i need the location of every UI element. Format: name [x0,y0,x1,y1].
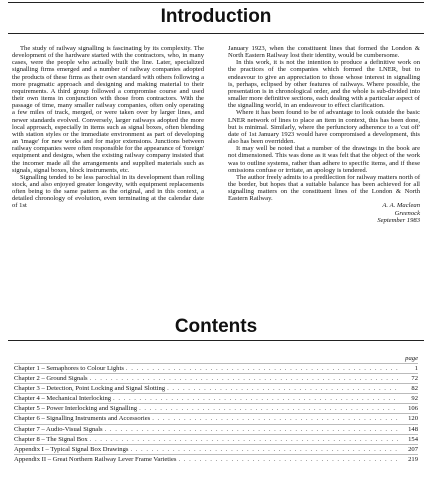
toc-entry[interactable] [14,434,418,444]
toc-entry-page: 154 [408,435,418,443]
toc-entry[interactable] [14,393,418,403]
contents-rule [8,340,424,341]
intro-paragraph-continued: January 1923, when the constituent lines that formed the London & North Eastern Railway lost their identity, would be cumbersome. [228,45,420,60]
toc-entry-page: 82 [411,385,418,393]
toc-entry-title: Chapter 5 – Power Interlocking and Signalling [14,405,138,413]
toc-entry[interactable] [14,444,418,454]
toc-entry-page: 148 [408,425,418,433]
toc-entry-title: Appendix I – Typical Signal Box Drawings [14,445,129,453]
toc-entry[interactable] [14,403,418,413]
toc-entry-title: Chapter 1 – Semaphores to Colour Lights [14,365,124,372]
toc-entry[interactable] [14,413,418,423]
leader-dots [130,445,398,454]
toc-entry-page: 219 [408,455,418,463]
introduction-right-column [228,45,420,224]
leader-dots [167,384,398,393]
toc-entry-title: Appendix II – Great Northern Railway Lever Frame Varieties [14,455,177,463]
top-rule [8,2,424,3]
contents-heading: Contents [174,316,258,337]
introduction-left-column [12,45,204,210]
toc-entry-page: 72 [411,375,418,383]
toc-entry-title: Chapter 3 – Detection, Point Locking and Signal Slotting [14,385,166,393]
toc-entry-title: Chapter 6 – Signalling Instruments and Accessories [14,415,151,423]
toc-entry-page: 1 [414,365,418,372]
toc-entry-title: Chapter 4 – Mechanical Interlocking [14,395,112,403]
leader-dots [90,435,398,444]
toc-entry-page: 120 [408,415,418,423]
toc-entry-page: 207 [408,445,418,453]
toc-entry-page: 92 [411,395,418,403]
introduction-rule [8,33,424,34]
introduction-heading: Introduction [160,6,272,27]
page-column-label: page [405,355,418,362]
leader-dots [126,364,398,373]
leader-dots [105,425,398,434]
leader-dots [113,394,398,403]
toc-entry-title: Chapter 7 – Audio-Visual Signals [14,425,103,433]
signature-date: September 1983 [377,216,420,224]
author-place: Greenock [394,209,420,217]
intro-paragraph: In this work, it is not the intention to produce a definitive work on the practices of the companies which formed the LNER, but to endeavour to give an appreciation to those whose interest in signalling is, perhaps, eclipsed by other features of railways. Where possible, the presentation is in chronological order, and the whole is sub-divided into smaller more definitive sections, each dealing with a particular aspect of the signalling world, in an endeavour to effect clarification. [228,59,420,110]
table-of-contents [14,354,418,464]
intro-paragraph: It may well be noted that a number of the drawings in the book are not dimensioned. This was done as it was felt that the object of the work was to outline systems, rather than adhere to specific items, and if these omissions confuse or irritate, an apology is tendered. [228,145,420,174]
toc-entry[interactable] [14,424,418,434]
toc-entry[interactable] [14,363,418,373]
intro-paragraph: The study of railway signalling is fascinating by its complexity. The development of the hardware started with the contractors, who, in many cases, were the people who actually built the line. Later, specialized signalling firms emerged and a number of railway companies adopted the products of these firms as their own standard with others following a more pragmatic approach and designing and making material to their requirements. A third group followed a compromise course and used their own items in conjunction with those from contractors. With the passage of time, many smaller railway companies, often only operating a few miles of track, merged, or were taken over by larger lines, and newer standards evolved. Conversely, larger railways adopted the more local approach, especially in items such as signal boxes, often blending with station styles or the immediate environment as part of developing an 'image' for new works and for major extensions. Junctions between railway companies were often responsible for the appearance of 'foreign' equipment and designs, when the existing railway company insisted that the incomer made all the arrangements and supplied materials such as signals, signal boxes, block instruments, etc. [12,45,204,174]
author-name: A. A. Maclean [382,202,420,210]
leader-dots [178,455,398,464]
intro-paragraph: Where it has been found to be of advantage to look outside the basic LNER network of lines to place an item in context, this has been done, but is minimal. Similarly, where the perfunctory adherence to a 'cut off' date of 1st January 1923 would have compromised a development, this also has been overridden. [228,109,420,146]
intro-paragraph: Signalling tended to be less parochial in its development than rolling stock, and also enjoyed greater longevity, with equipment replacements often being to the same pattern as the original, and in this context, a detailed chronology of evolution, even terminating at the calendar date of 1st [12,173,204,210]
intro-paragraph: The author freely admits to a predilection for railway matters north of the border, but hopes that a suitable balance has been achieved for all signalling matters on the constituent lines of the London & North Eastern Railway. [228,173,421,203]
toc-entry-title: Chapter 2 – Ground Signals [14,375,88,383]
toc-entry-page: 106 [408,405,418,413]
leader-dots [90,374,398,383]
leader-dots [152,414,398,423]
toc-entry-title: Chapter 8 – The Signal Box [14,435,88,443]
toc-entry[interactable] [14,454,418,464]
toc-entry[interactable] [14,373,418,383]
leader-dots [139,404,398,413]
toc-entry[interactable] [14,383,418,393]
